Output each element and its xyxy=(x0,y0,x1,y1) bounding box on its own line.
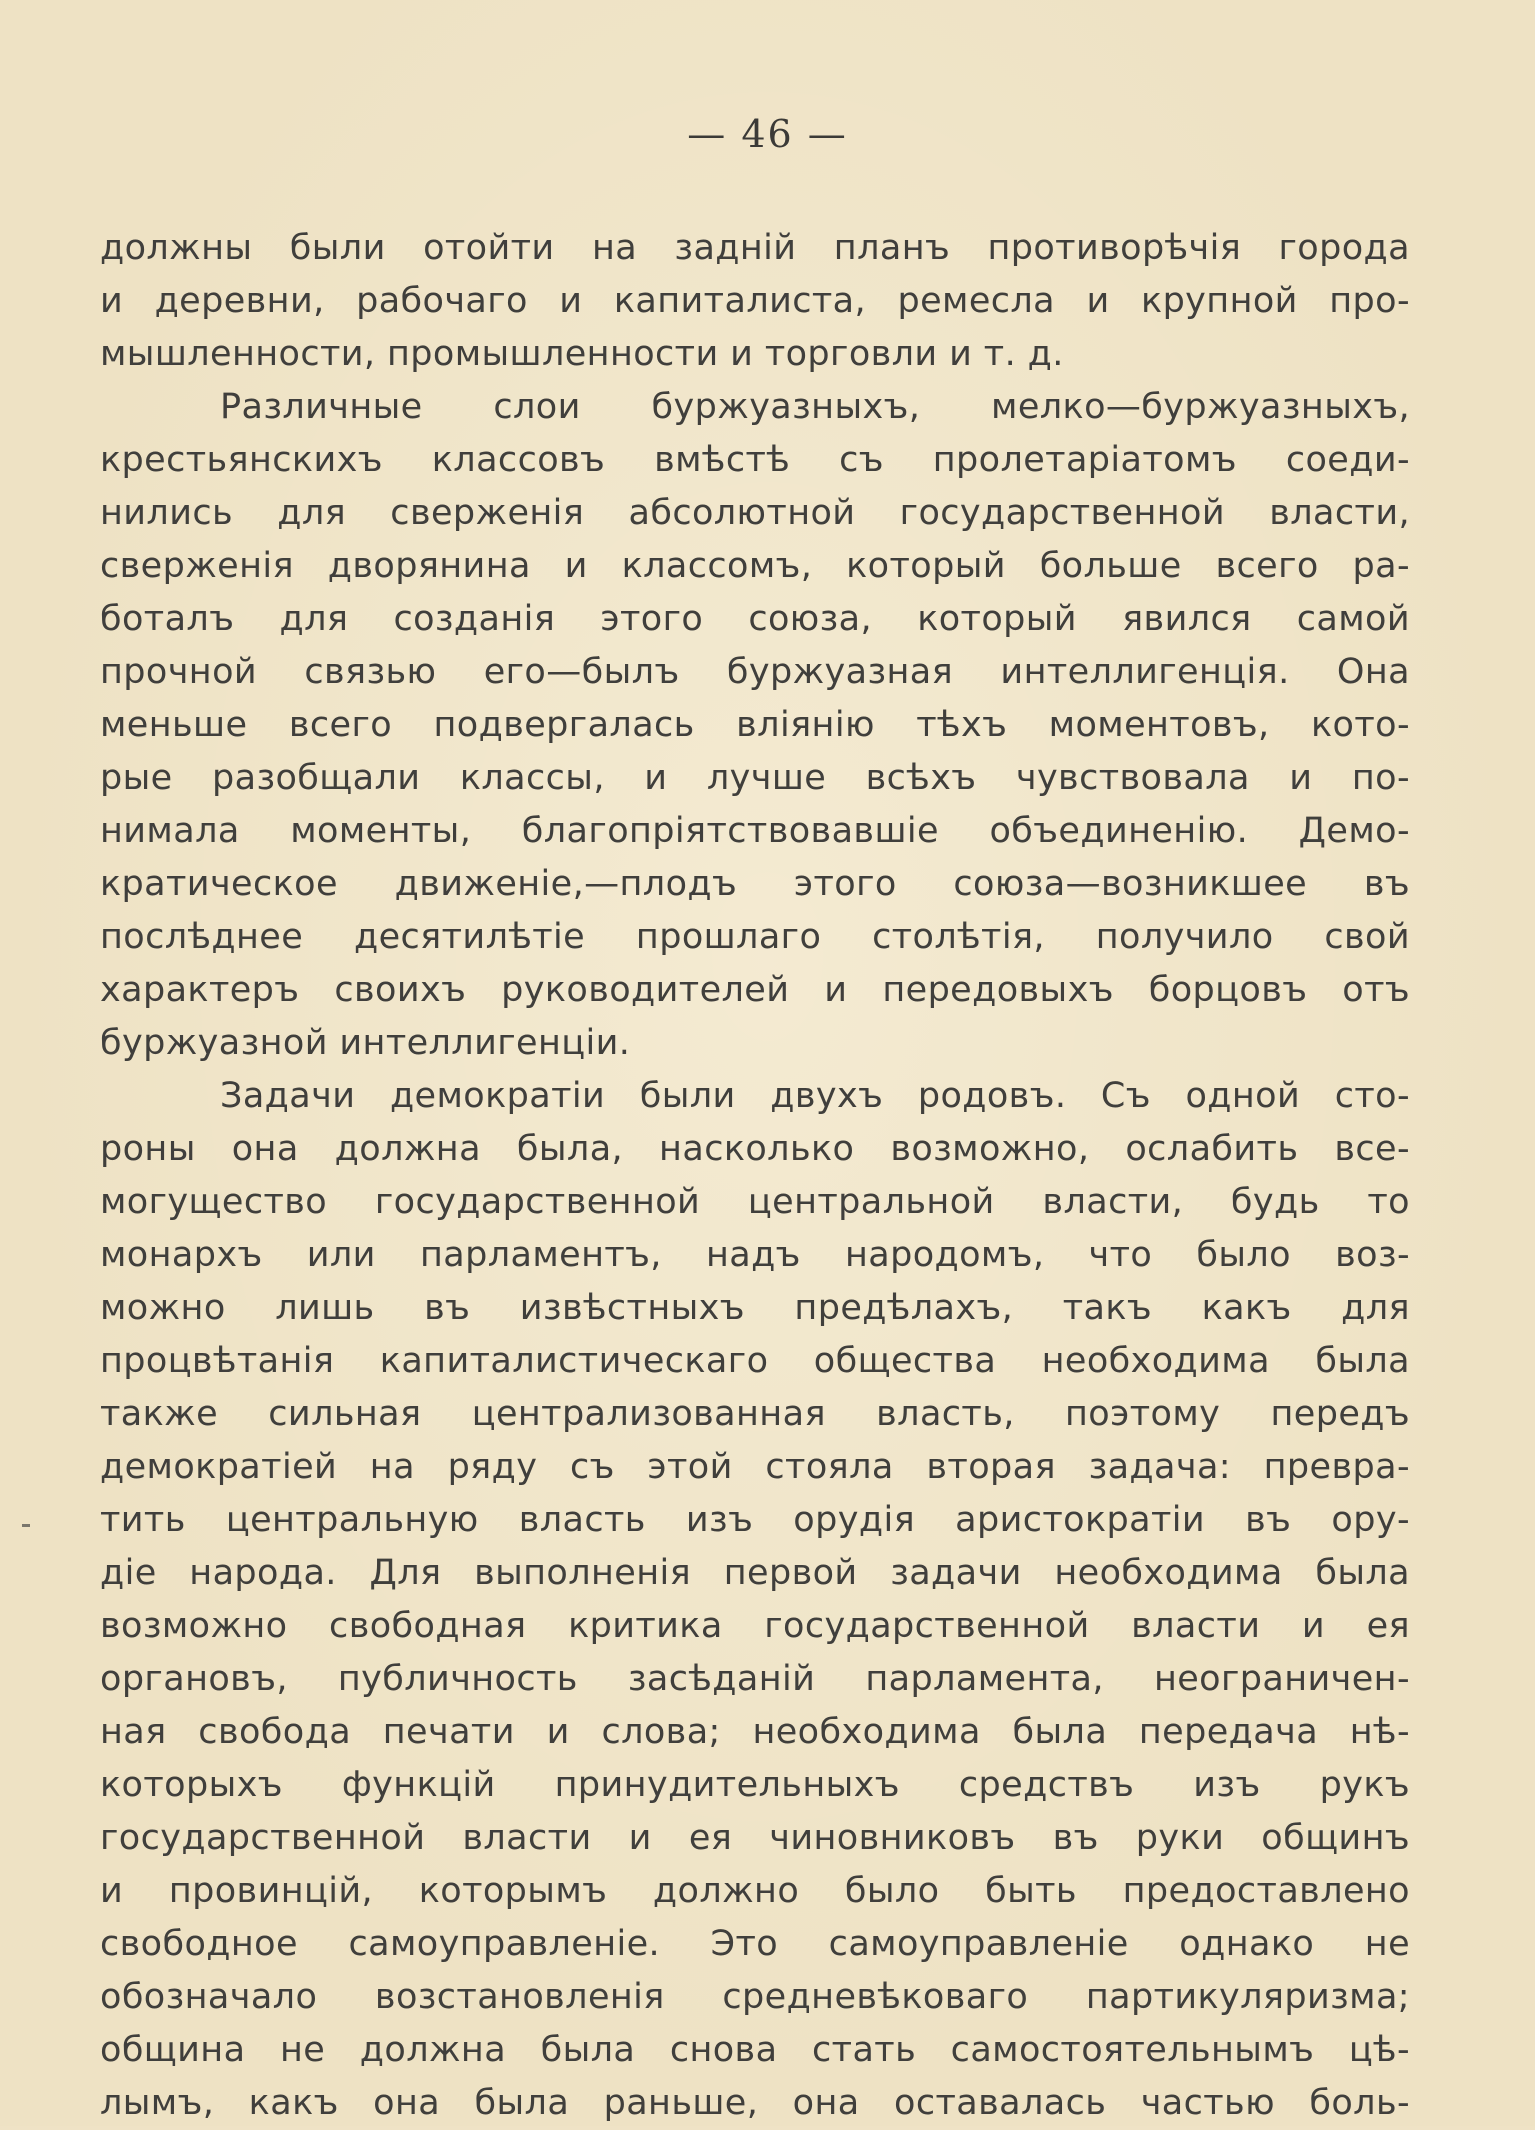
text-line: также сильная централизованная власть, поэтому передъ xyxy=(100,1394,1410,1434)
text-line: рые разобщали классы, и лучше всѣхъ чувствовала и по- xyxy=(100,758,1410,798)
text-line: нимала моменты, благопрiятствовавшiе объединенiю. Демо- xyxy=(100,811,1410,851)
text-line: роны она должна была, насколько возможно, ослабить все- xyxy=(100,1129,1410,1169)
text-line: должны были отойти на заднiй планъ противорѣчiя города xyxy=(100,228,1410,268)
text-line: меньше всего подвергалась влiянiю тѣхъ моментовъ, кото- xyxy=(100,705,1410,745)
text-line: крестьянскихъ классовъ вмѣстѣ съ пролетарiатомъ соеди- xyxy=(100,440,1410,480)
text-line: мышленности, промышленности и торговли и т. д. xyxy=(100,334,1064,374)
text-line: государственной власти и ея чиновниковъ въ руки общинъ xyxy=(100,1818,1410,1858)
text-line: ная свобода печати и слова; необходима была передача нѣ- xyxy=(100,1712,1410,1752)
text-line: Различные слои буржуазныхъ, мелко—буржуазныхъ, xyxy=(220,387,1410,427)
text-line: которыхъ функцiй принудительныхъ средствъ изъ рукъ xyxy=(100,1765,1410,1805)
text-line: возможно свободная критика государственной власти и ея xyxy=(100,1606,1410,1646)
text-line: дiе народа. Для выполненiя первой задачи необходима была xyxy=(100,1553,1410,1593)
text-line: Задачи демократiи были двухъ родовъ. Съ одной сто- xyxy=(220,1076,1410,1116)
paragraph xyxy=(100,222,1410,381)
text-line: характеръ своихъ руководителей и передовыхъ борцовъ отъ xyxy=(100,970,1410,1010)
text-line: и провинцiй, которымъ должно было быть предоставлено xyxy=(100,1871,1410,1911)
paragraph xyxy=(100,381,1410,1070)
text-line: прочной связью его—былъ буржуазная интеллигенцiя. Она xyxy=(100,652,1410,692)
paragraph xyxy=(100,1070,1410,2130)
text-line: послѣднее десятилѣтiе прошлаго столѣтiя, получило свой xyxy=(100,917,1410,957)
text-line: буржуазной интеллигенцiи. xyxy=(100,1023,631,1063)
text-line: тить центральную власть изъ орудiя аристократiи въ ору- xyxy=(100,1500,1410,1540)
text-line: лымъ, какъ она была раньше, она оставалась частью боль- xyxy=(100,2083,1410,2123)
text-line: монархъ или парламентъ, надъ народомъ, что было воз- xyxy=(100,1235,1410,1275)
text-line: община не должна была снова стать самостоятельнымъ цѣ- xyxy=(100,2030,1410,2070)
text-line: могущество государственной центральной власти, будь то xyxy=(100,1182,1410,1222)
text-line: процвѣтанiя капиталистическаго общества необходима была xyxy=(100,1341,1410,1381)
text-line: демократiей на ряду съ этой стояла вторая задача: превра- xyxy=(100,1447,1410,1487)
text-line: органовъ, публичность засѣданiй парламента, неограничен- xyxy=(100,1659,1410,1699)
text-line: обозначало возстановленiя средневѣковаго партикуляризма; xyxy=(100,1977,1410,2017)
body-text xyxy=(100,222,1410,2130)
text-line: сверженiя дворянина и классомъ, который больше всего ра- xyxy=(100,546,1410,586)
margin-mark xyxy=(22,1524,30,1527)
text-line: боталъ для созданiя этого союза, который явился самой xyxy=(100,599,1410,639)
text-line: нились для сверженiя абсолютной государственной власти, xyxy=(100,493,1410,533)
text-line: кратическое движенiе,—плодъ этого союза—возникшее въ xyxy=(100,864,1410,904)
page-number: — 46 — xyxy=(687,112,848,156)
text-line: и деревни, рабочаго и капиталиста, ремесла и крупной про- xyxy=(100,281,1410,321)
text-line: можно лишь въ извѣстныхъ предѣлахъ, такъ какъ для xyxy=(100,1288,1410,1328)
text-line: свободное самоуправленiе. Это самоуправленiе однако не xyxy=(100,1924,1410,1964)
